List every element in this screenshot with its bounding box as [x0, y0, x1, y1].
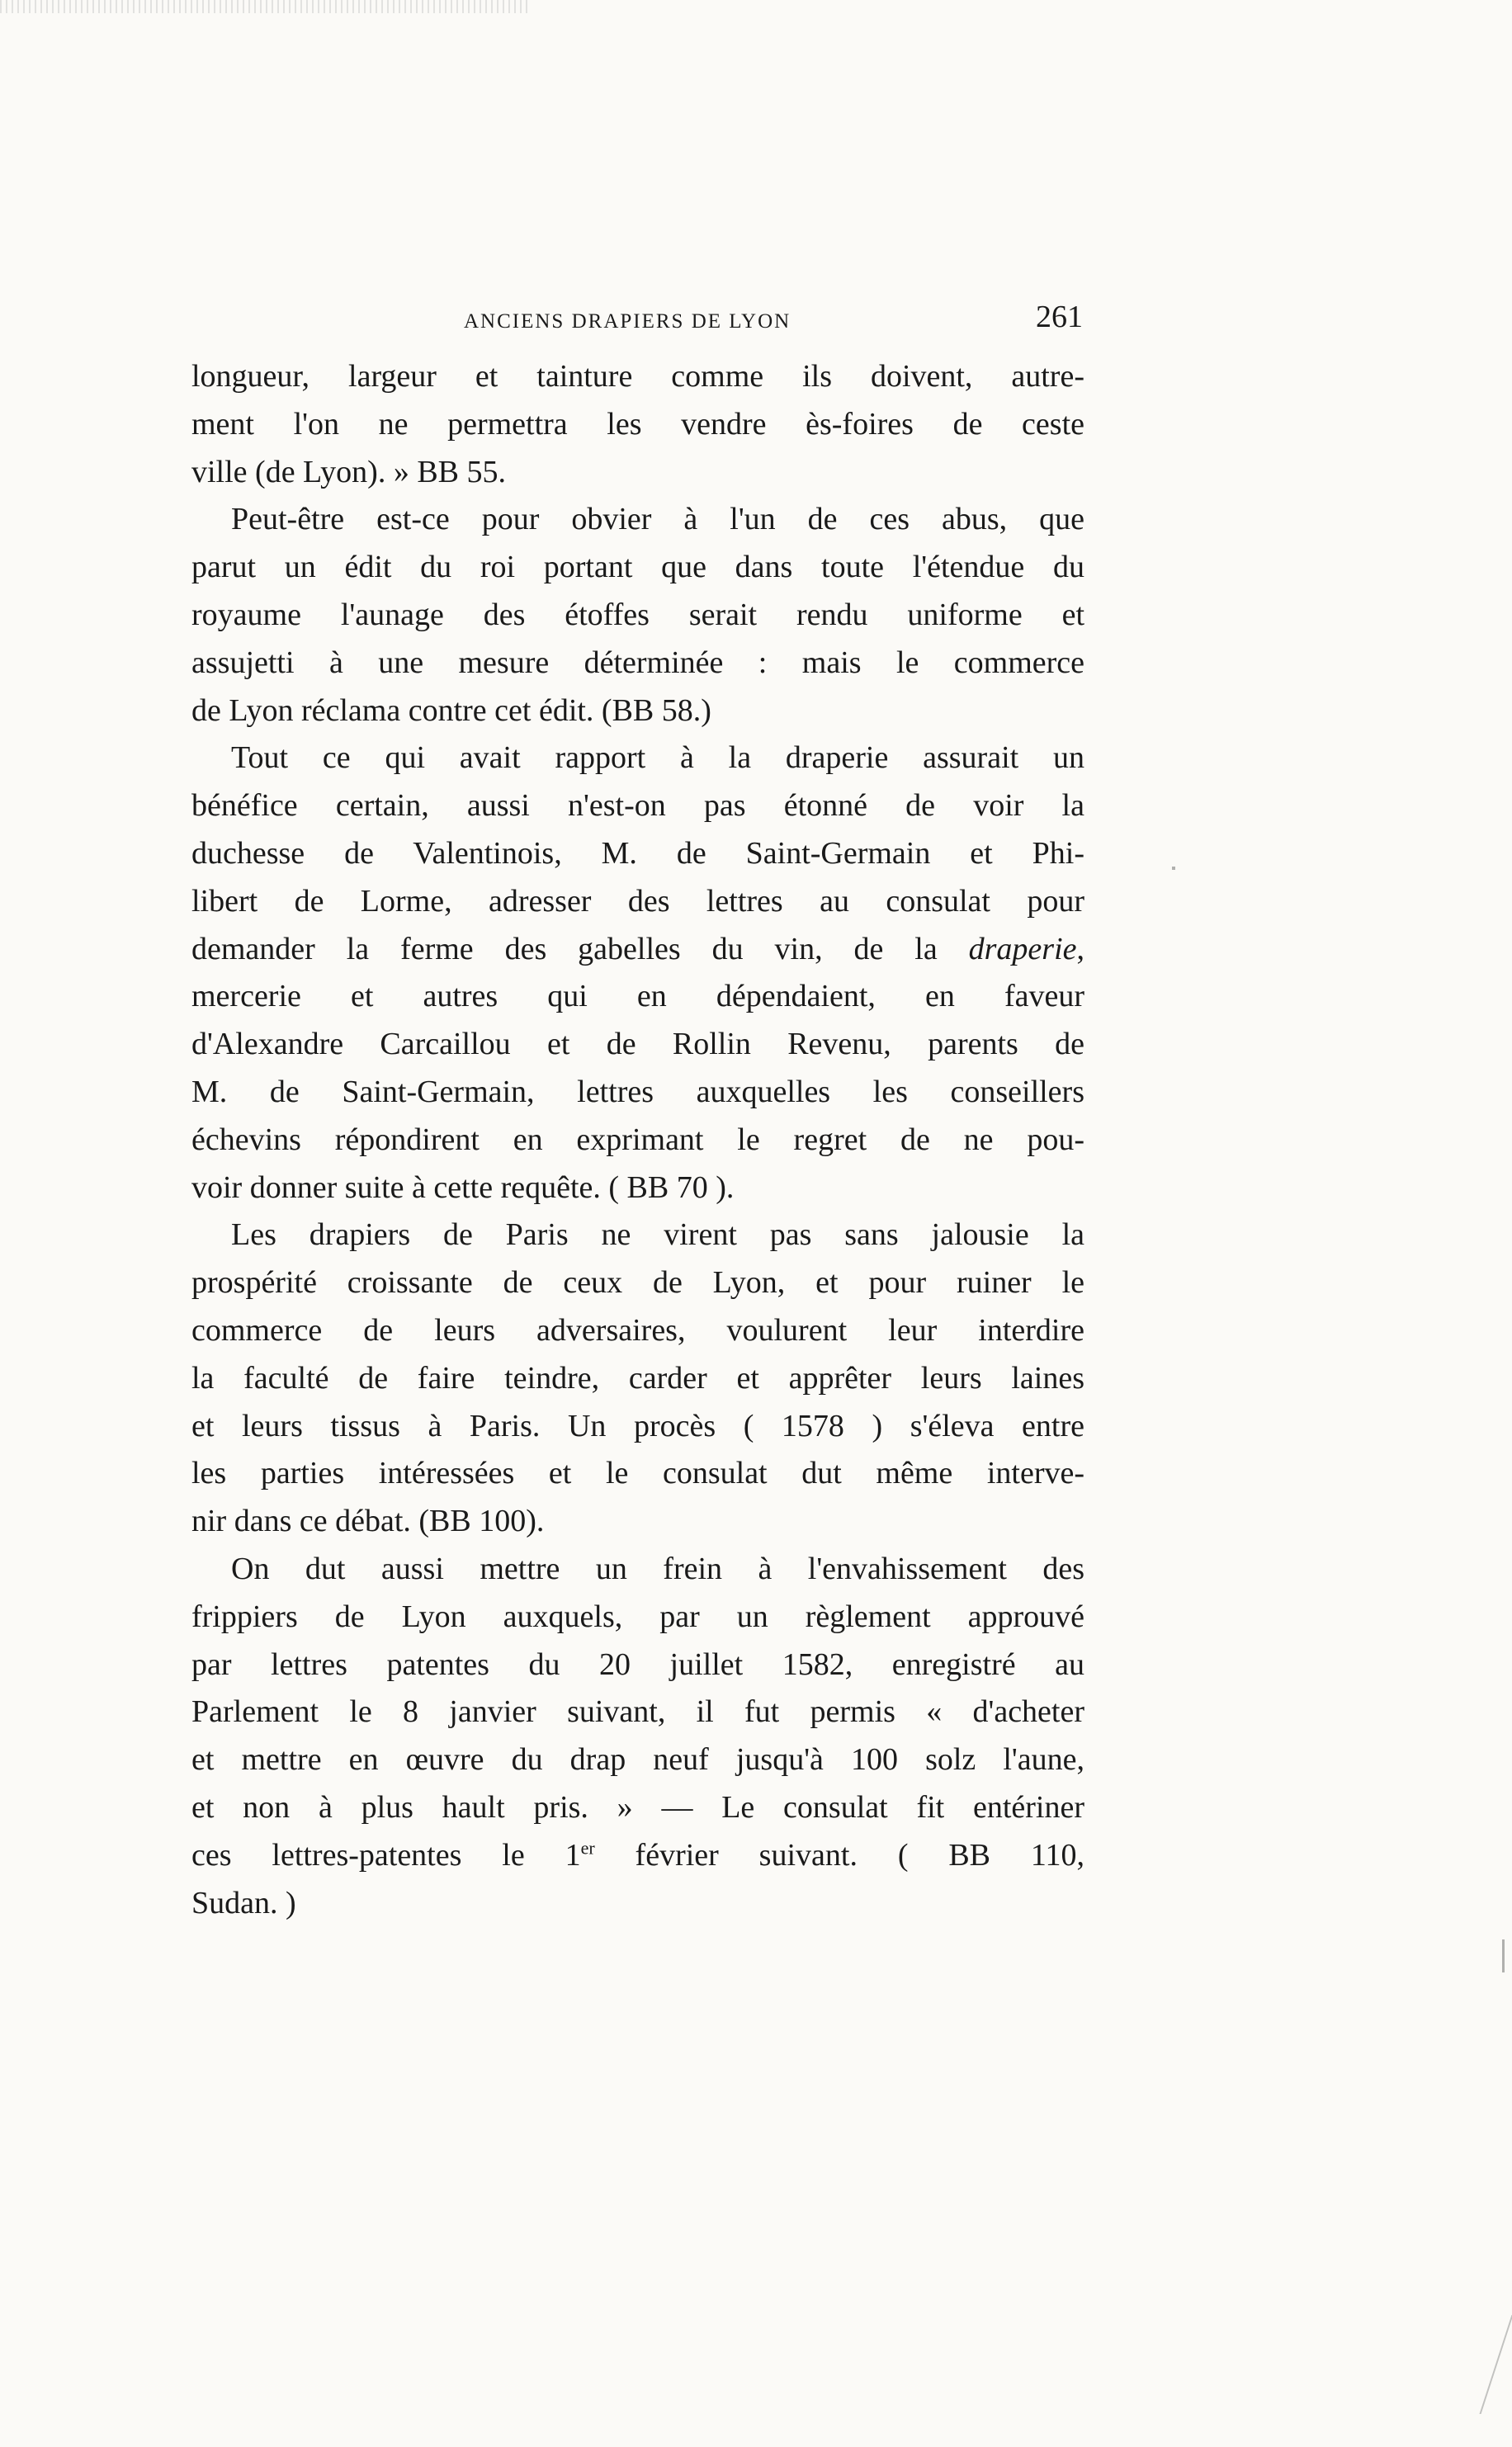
text-line: M. de Saint-Germain, lettres auxquelles les conseillers: [191, 1074, 1084, 1109]
text-line: libert de Lorme, adresser des lettres au consulat pour: [191, 883, 1084, 919]
margin-pencil-mark: [1430, 2315, 1512, 2414]
text-line: par lettres patentes du 20 juillet 1582, enregistré au: [191, 1646, 1084, 1682]
text-line: et leurs tissus à Paris. Un procès ( 1578 ) s'éleva entre: [191, 1408, 1084, 1443]
text-line: la faculté de faire teindre, carder et apprêter leurs laines: [191, 1360, 1084, 1396]
text-line: prospérité croissante de ceux de Lyon, et pour ruiner le: [191, 1265, 1084, 1301]
text-line: Peut-être est-ce pour obvier à l'un de ces abus, que: [231, 502, 1084, 537]
text-run: ,: [1076, 931, 1084, 966]
text-line: et mettre en œuvre du drap neuf jusqu'à 100 solz l'aune,: [191, 1742, 1084, 1778]
page-number: 261: [1036, 300, 1083, 334]
text-line: les parties intéressées et le consulat dut même interve-: [191, 1456, 1084, 1491]
text-line: [191, 926, 1084, 974]
page-header: [191, 281, 1083, 347]
text-line: [191, 1832, 1084, 1880]
text-line: échevins répondirent en exprimant le regret de ne pou-: [191, 1122, 1084, 1157]
text-run: ces lettres-patentes le 1: [191, 1837, 581, 1873]
text-line: On dut aussi mettre un frein à l'envahissement des: [231, 1551, 1084, 1586]
text-line: nir dans ce débat. (BB 100).: [191, 1504, 545, 1539]
text-line: Les drapiers de Paris ne virent pas sans jalousie la: [231, 1217, 1084, 1253]
text-line: duchesse de Valentinois, M. de Saint-Germain et Phi-: [191, 835, 1084, 871]
text-line: commerce de leurs adversaires, voulurent leur interdire: [191, 1312, 1084, 1348]
text-line: ment l'on ne permettra les vendre ès-foires de ceste: [191, 406, 1084, 442]
text-line: ville (de Lyon). » BB 55.: [191, 454, 507, 489]
text-line: et non à plus hault pris. » — Le consulat fit entériner: [191, 1789, 1084, 1825]
text-run: février suivant. ( BB 110,: [594, 1837, 1084, 1873]
scan-noise: [0, 0, 528, 13]
text-line: royaume l'aunage des étoffes serait rendu uniforme et: [191, 597, 1084, 632]
superscript: er: [580, 1837, 595, 1859]
running-title: ANCIENS DRAPIERS DE LYON: [464, 310, 791, 333]
scan-speck: [1172, 867, 1175, 870]
text-line: Parlement le 8 janvier suivant, il fut permis « d'acheter: [191, 1694, 1084, 1730]
text-line: Tout ce qui avait rapport à la draperie assurait un: [231, 740, 1084, 776]
text-line: mercerie et autres qui en dépendaient, en faveur: [191, 979, 1084, 1014]
text-line: Sudan. ): [191, 1885, 296, 1920]
text-line: d'Alexandre Carcaillou et de Rollin Revenu, parents de: [191, 1027, 1084, 1062]
body-text: [191, 353, 1084, 1927]
text-line: bénéfice certain, aussi n'est-on pas étonné de voir la: [191, 788, 1084, 824]
text-run: demander la ferme des gabelles du vin, de la: [191, 931, 969, 966]
text-line: de Lyon réclama contre cet édit. (BB 58.): [191, 692, 711, 728]
text-line: voir donner suite à cette requête. ( BB 70 ).: [191, 1169, 735, 1205]
text-line: assujetti à une mesure déterminée : mais le commerce: [191, 645, 1084, 680]
italic-word: draperie: [968, 931, 1077, 966]
scan-speck: [1502, 1939, 1505, 1972]
text-line: parut un édit du roi portant que dans toute l'étendue du: [191, 550, 1084, 585]
text-line: frippiers de Lyon auxquels, par un règlement approuvé: [191, 1599, 1084, 1634]
text-line: longueur, largeur et tainture comme ils doivent, autre-: [191, 359, 1084, 394]
